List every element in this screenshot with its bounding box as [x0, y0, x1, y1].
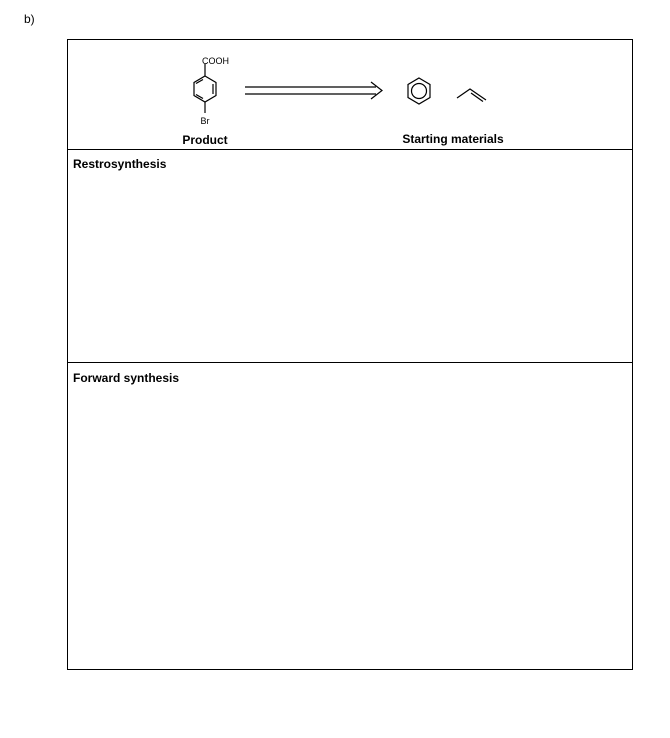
forward-synthesis-title: Forward synthesis [73, 371, 180, 385]
reaction-header [68, 40, 632, 150]
product-label: Product [182, 133, 228, 147]
part-label: b) [24, 12, 35, 26]
propene-structure [457, 89, 486, 102]
worksheet-box [67, 39, 633, 670]
retrosynthesis-arrow [245, 82, 382, 99]
reaction-scheme [68, 40, 631, 150]
product-substituent-top: COOH [202, 56, 229, 66]
product-structure [194, 64, 216, 113]
retrosynthesis-title: Restrosynthesis [73, 157, 167, 171]
starting-materials-label: Starting materials [402, 132, 504, 146]
benzene-structure [408, 78, 430, 104]
forward-synthesis-section [68, 363, 632, 668]
retrosynthesis-section [68, 150, 632, 362]
product-substituent-bottom: Br [200, 116, 210, 126]
